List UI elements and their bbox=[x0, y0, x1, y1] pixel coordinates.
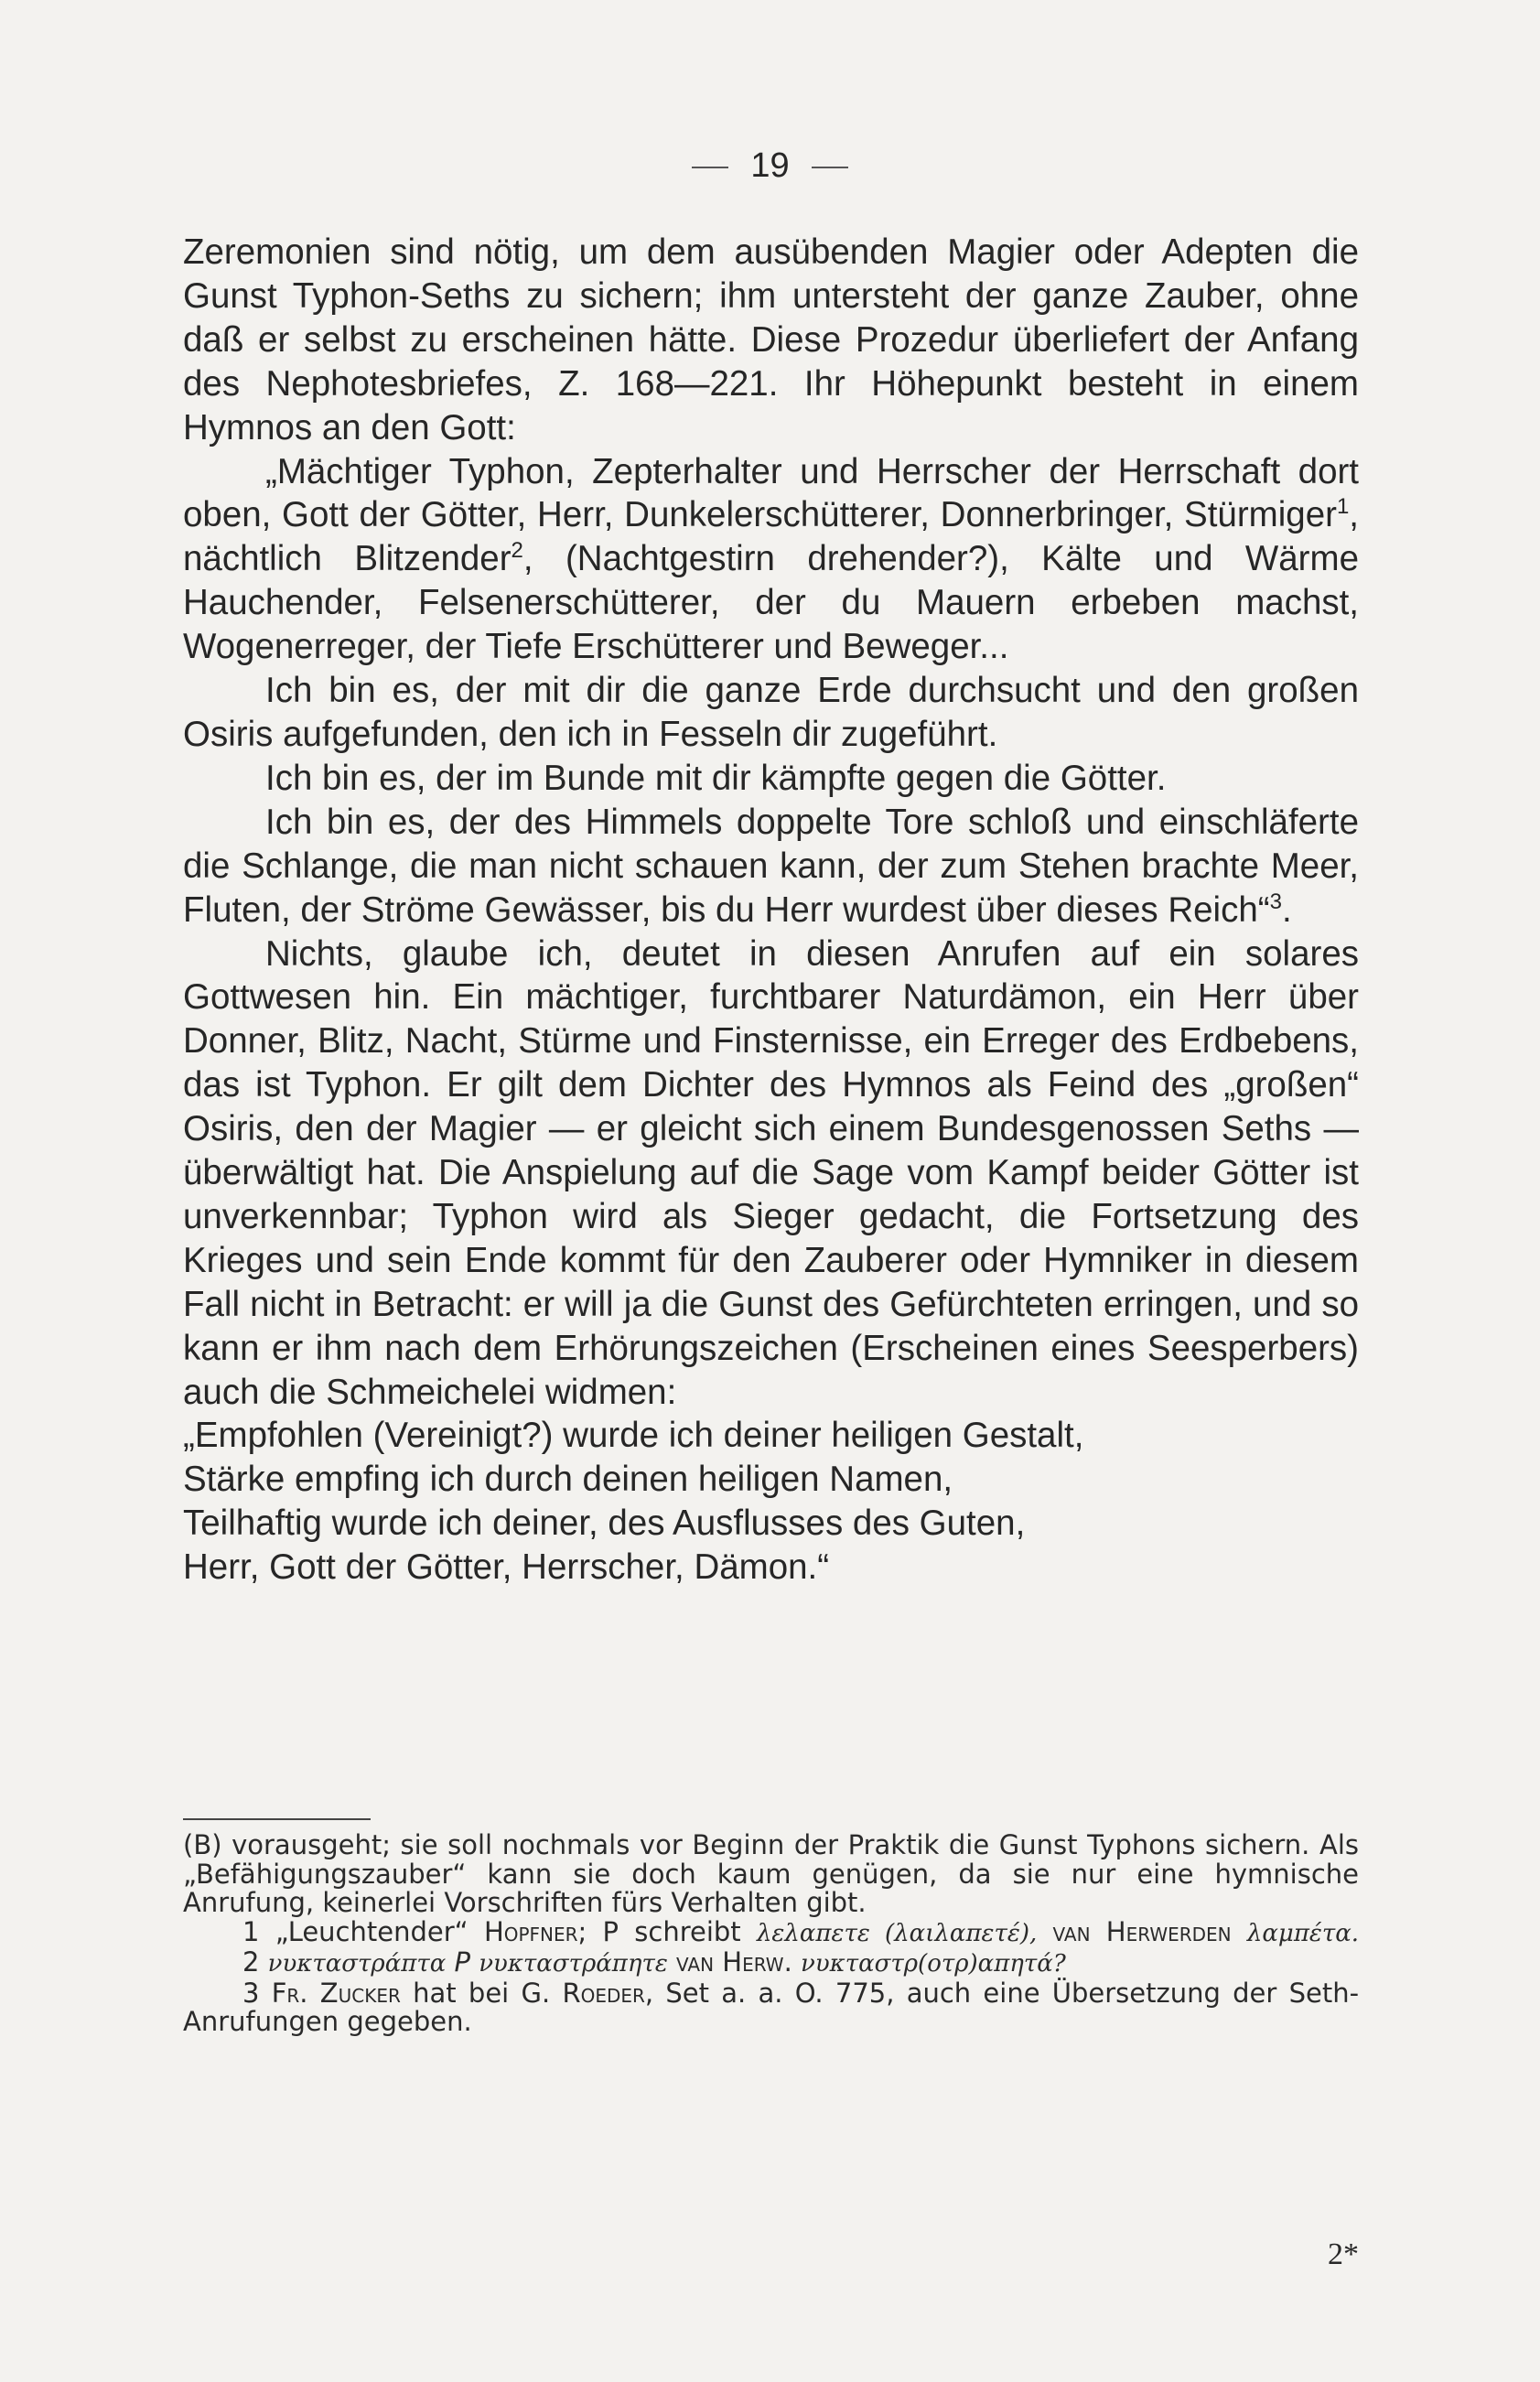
footnote-1-greek-1: λελαπετε (λαιλαπετέ), bbox=[756, 1919, 1038, 1947]
hymn-paragraph-2: Ich bin es, der mit dir die ganze Erde durchsucht und den großen Osiris aufgefunden, den ich in Fesseln dir zugeführt. bbox=[183, 671, 1359, 754]
footnote-b: (B) vorausgeht; sie soll nochmals vor Beginn der Praktik die Gunst Typhons sichern. Als „Befähigungszauber“ kann sie doch kaum genügen, da sie nur eine hymnische Anrufung, keinerlei Vorschriften fürs Verhalten gibt. bbox=[183, 1829, 1359, 1918]
footnotes bbox=[183, 1831, 1359, 2037]
footnote-divider bbox=[183, 1818, 371, 1820]
footnote-1-text-a: „Leuchtender“ bbox=[275, 1915, 468, 1947]
footnote-3-author-2: G. Roeder bbox=[521, 1977, 645, 2009]
footnote-2-number: 2 bbox=[242, 1946, 260, 1978]
main-text bbox=[183, 231, 1359, 1590]
footnote-1-greek-2: λαμπέτα. bbox=[1246, 1919, 1360, 1947]
footnote-ref-2[interactable]: 2 bbox=[511, 538, 523, 564]
page-number bbox=[0, 145, 1540, 187]
signature-mark: 2* bbox=[1328, 2237, 1359, 2271]
footnote-2-greek-2: νυκταστράπητε bbox=[479, 1950, 668, 1978]
footnote-2-greek-1: νυκταστράπτα bbox=[267, 1950, 447, 1978]
hymn-text-c: , (Nachtgestirn drehender?), Kälte und Wärme Hauchender, Felsenerschütterer, der du Mauern erbeben machst, Wogenerreger, der Tiefe Erschütterer und Beweger... bbox=[183, 539, 1359, 667]
footnote-1-author-1: Hopfner bbox=[483, 1915, 578, 1947]
paragraph-1: Zeremonien sind nötig, um dem ausübenden Magier oder Adepten die Gunst Typhon-Seths zu sichern; ihm untersteht der ganze Zauber, ohne daß er selbst zu erscheinen hätte. Diese Prozedur überliefert der Anfang des Nephotesbriefes, Z. 168—221. Ihr Höhepunkt besteht in einem Hymnos an den Gott: bbox=[183, 232, 1359, 447]
footnote-2 bbox=[183, 1948, 1359, 1979]
poem-line-2: Stärke empfing ich durch deinen heiligen Namen, bbox=[183, 1460, 953, 1500]
hymn-text-b: , nächtlich Blitzender bbox=[183, 495, 1359, 579]
hymn-paragraph-3: Ich bin es, der im Bunde mit dir kämpfte gegen die Götter. bbox=[265, 758, 1167, 798]
footnote-3-author-1: Fr. Zucker bbox=[271, 1977, 401, 2009]
footnote-1-author-2: van Herwerden bbox=[1052, 1915, 1232, 1947]
footnote-1-text-b: ; P schreibt bbox=[577, 1915, 741, 1947]
footnote-1 bbox=[183, 1915, 1360, 1949]
footnote-ref-1[interactable]: 1 bbox=[1336, 494, 1350, 520]
hymn-text-e: . bbox=[1281, 889, 1292, 930]
poem bbox=[183, 1414, 1359, 1590]
hymn-text-d: Ich bin es, der des Himmels doppelte Tore schloß und einschläferte die Schlange, die man nicht schauen kann, der zum Stehen brachte Meer, Fluten, der Ströme Gewässer, bis du Herr wurdest über dieses Reich“ bbox=[183, 802, 1359, 930]
page-number-value: 19 bbox=[750, 146, 790, 185]
paragraph-commentary: Nichts, glaube ich, deutet in diesen Anrufen auf ein solares Gottwesen hin. Ein mächtiger, furchtbarer Naturdämon, ein Herr über Donner, Blitz, Nacht, Stürme und Finsternisse, ein Erreger des Erdbebens, das ist Typhon. Er gilt dem Dichter des Hymnos als Feind des „großen“ Osiris, den der Magier — er gleicht sich einem Bundesgenossen Seths — überwältigt hat. Die Anspielung auf die Sage vom Kampf beider Götter ist unverkennbar; Typhon wird als Sieger gedacht, die Fortsetzung des Krieges und sein Ende kommt für den Zauberer oder Hymniker in diesem Fall nicht in Betracht: er will ja die Gunst des Gefürchteten erringen, und so kann er ihm nach dem Erhörungszeichen (Erscheinen eines Seesperbers) auch die Schmeichelei widmen: bbox=[183, 933, 1359, 1412]
footnote-2-text-a: P bbox=[454, 1946, 470, 1978]
footnote-3-text-b: , Set a. a. O. 775, auch eine Übersetzung der Seth-Anrufungen gegeben. bbox=[183, 1977, 1360, 2037]
poem-line-4: Herr, Gott der Götter, Herrscher, Dämon.“ bbox=[183, 1547, 830, 1588]
footnote-ref-3[interactable]: 3 bbox=[1269, 889, 1282, 914]
footnote-3-number: 3 bbox=[242, 1977, 260, 2009]
hymn-paragraph-1 bbox=[183, 450, 1359, 670]
page-number-dash-left bbox=[692, 167, 728, 168]
footnote-3-text-a: hat bei bbox=[413, 1977, 510, 2009]
hymn-text-a: „Mächtiger Typhon, Zepterhalter und Herrscher der Herrschaft dort oben, Gott der Götter, Herr, Dunkelerschütterer, Donnerbringer, Stürmiger bbox=[183, 451, 1359, 535]
hymn-paragraph-4 bbox=[183, 801, 1359, 932]
footnote-2-greek-3: νυκταστρ(οτρ)απητά? bbox=[801, 1950, 1066, 1978]
poem-line-1: „Empfohlen (Vereinigt?) wurde ich deiner heiligen Gestalt, bbox=[183, 1416, 1084, 1456]
poem-line-3: Teilhaftig wurde ich deiner, des Ausflusses des Guten, bbox=[183, 1504, 1026, 1544]
footnote-3 bbox=[183, 1979, 1359, 2037]
footnote-2-author: van Herw. bbox=[676, 1946, 792, 1978]
page-number-dash-right bbox=[812, 167, 848, 168]
footnote-1-number: 1 bbox=[242, 1915, 260, 1947]
